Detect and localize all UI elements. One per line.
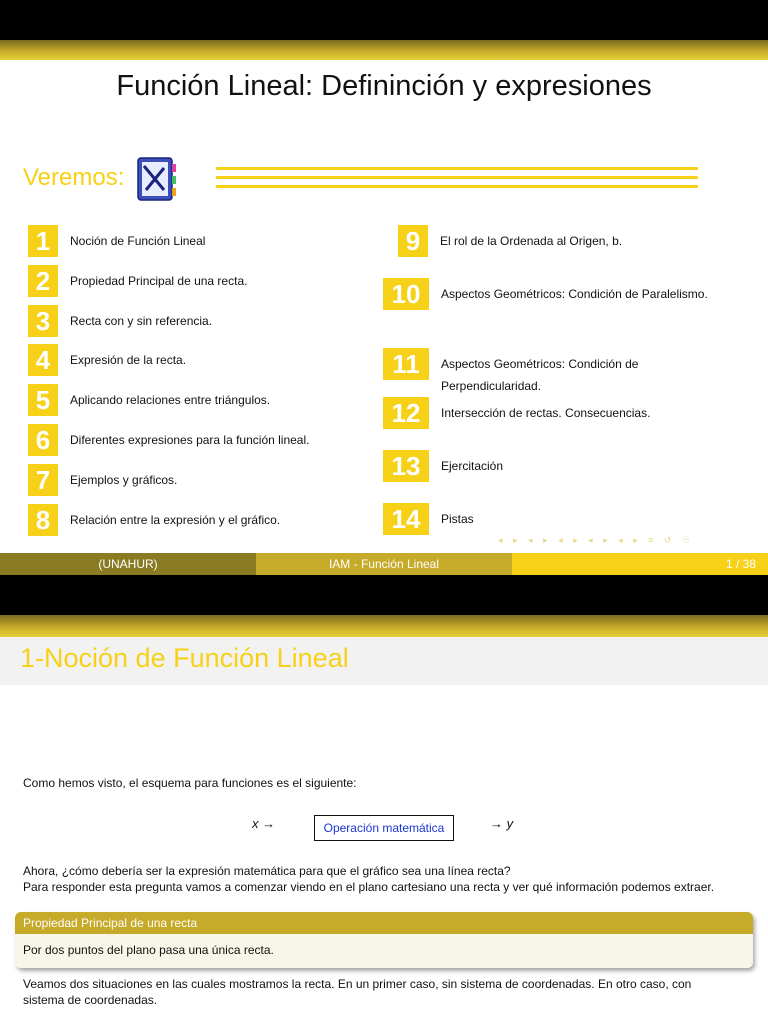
toc-item-13[interactable] [383, 450, 503, 482]
question-text-1: Ahora, ¿cómo debería ser la expresión matemática para que el gráfico sea una línea recta? [23, 864, 511, 878]
toc-label: Pistas [441, 512, 474, 526]
beamer-navigation-icons[interactable]: ◂ ▸ ◂ ▸ ◂ ▸ ◂ ▸ ◂ ▸ ≡ ↺ ☉ [498, 535, 695, 545]
toc-item-3[interactable] [28, 305, 212, 337]
closing-text-2: sistema de coordenadas. [23, 993, 158, 1007]
top-black-bar [0, 575, 768, 615]
toc-number: 13 [383, 450, 429, 482]
toc-label-line1: Aspectos Geométricos: Condición de [441, 357, 639, 371]
toc-label: Diferentes expresiones para la función lineal. [70, 433, 310, 447]
toc-item-10[interactable] [383, 278, 708, 310]
top-black-bar [0, 0, 768, 40]
block-title: Propiedad Principal de una recta [15, 912, 753, 934]
intro-text: Como hemos visto, el esquema para funciones es el siguiente: [23, 776, 357, 790]
toc-label: Ejemplos y gráficos. [70, 473, 178, 487]
toc-number: 6 [28, 424, 58, 456]
math-output: → y [490, 816, 514, 831]
toc-item-7[interactable] [28, 464, 177, 496]
toc-number: 4 [28, 344, 58, 376]
toc-item-11[interactable] [383, 331, 638, 397]
property-block [15, 912, 753, 968]
notebook-icon [134, 156, 178, 202]
toc-number: 1 [28, 225, 58, 257]
header-gold-bar [0, 615, 768, 637]
question-text-2: Para responder esta pregunta vamos a comenzar viendo en el plano cartesiano una recta y ver qué información podemos extraer. [23, 880, 715, 894]
toc-number: 12 [383, 397, 429, 429]
toc-label: El rol de la Ordenada al Origen, b. [440, 234, 623, 248]
toc-label: Expresión de la recta. [70, 353, 187, 367]
toc-number: 10 [383, 278, 429, 310]
toc-label: Recta con y sin referencia. [70, 314, 213, 328]
toc-label: Aplicando relaciones entre triángulos. [70, 393, 271, 407]
math-input: x → [252, 816, 276, 831]
closing-text-1: Veamos dos situaciones en las cuales mostramos la recta. En un primer caso, sin sistema de coordenadas. En otro caso, con [23, 977, 692, 991]
toc-label: Intersección de rectas. Consecuencias. [441, 406, 651, 420]
header-gold-bar [0, 40, 768, 60]
toc-label: Propiedad Principal de una recta. [70, 274, 248, 288]
toc-label: Aspectos Geométricos: Condición de Paralelismo. [441, 287, 708, 301]
toc-label [441, 353, 638, 397]
operation-box: Operación matemática [314, 815, 454, 841]
toc-item-6[interactable] [28, 424, 309, 456]
toc-number: 9 [398, 225, 428, 257]
toc-label: Ejercitación [441, 459, 504, 473]
footer-page-number: 1 / 38 [512, 553, 768, 575]
decorative-lines [216, 167, 698, 194]
toc-item-14[interactable] [383, 503, 474, 535]
toc-number: 8 [28, 504, 58, 536]
block-body: Por dos puntos del plano pasa una única recta. [15, 934, 753, 968]
toc-number: 14 [383, 503, 429, 535]
toc-label: Noción de Función Lineal [70, 234, 206, 248]
toc-label-line2: Perpendicularidad. [441, 379, 542, 393]
slide-title: 1-Noción de Función Lineal [20, 643, 349, 673]
toc-item-12[interactable] [383, 397, 650, 429]
toc-item-2[interactable] [28, 265, 247, 297]
toc-number: 7 [28, 464, 58, 496]
footer-course: IAM - Función Lineal [256, 553, 512, 575]
toc-number: 2 [28, 265, 58, 297]
toc-number: 3 [28, 305, 58, 337]
slide-footer [0, 553, 768, 575]
toc-item-8[interactable] [28, 504, 280, 536]
toc-number: 11 [383, 348, 429, 380]
slide-title: Función Lineal: Defininción y expresiones [116, 70, 652, 102]
toc-item-5[interactable] [28, 384, 270, 416]
toc-item-4[interactable] [28, 344, 186, 376]
veremos-heading: Veremos: [23, 164, 125, 191]
toc-item-1[interactable] [28, 225, 205, 257]
toc-number: 5 [28, 384, 58, 416]
footer-institution: (UNAHUR) [0, 553, 256, 575]
slide-2 [0, 575, 768, 1024]
toc-item-9[interactable] [398, 225, 622, 257]
toc-label: Relación entre la expresión y el gráfico. [70, 513, 281, 527]
